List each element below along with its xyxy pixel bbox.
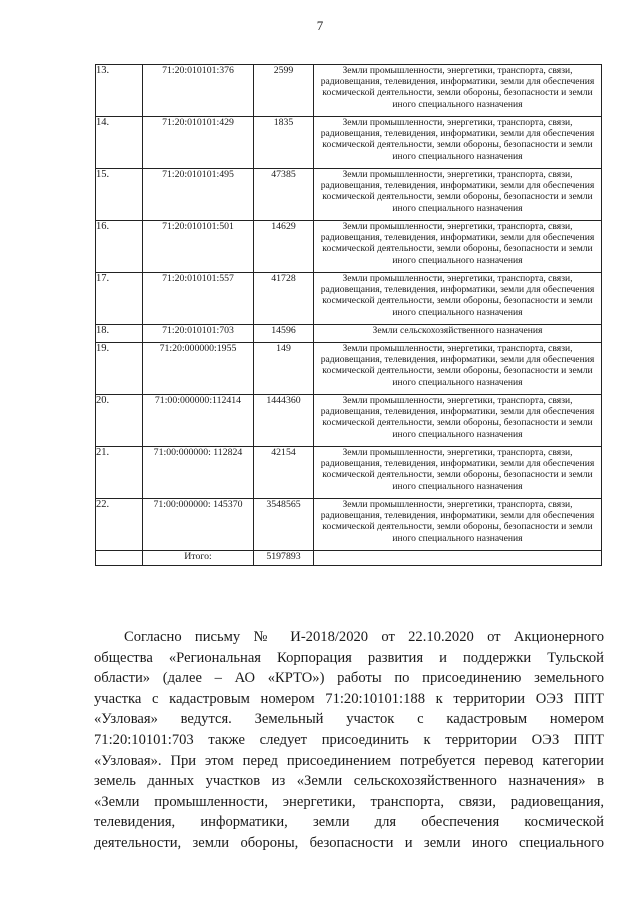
paragraph-line: «Узловая» ведутся. Земельный участок с кадастровым номером — [94, 711, 604, 728]
cadastral-number: 71:00:000000:112414 — [143, 395, 254, 447]
table-row — [96, 499, 602, 551]
table-row — [96, 273, 602, 325]
area-value: 14596 — [254, 325, 314, 343]
total-empty-cell — [96, 551, 143, 566]
paragraph-line: участка с кадастровым номером 71:20:10101:188 к территории ОЭЗ ППТ — [94, 690, 604, 707]
row-number: 13. — [96, 65, 143, 117]
cadastral-number: 71:20:010101:557 — [143, 273, 254, 325]
area-value: 42154 — [254, 447, 314, 499]
table-row — [96, 169, 602, 221]
row-number: 20. — [96, 395, 143, 447]
table-row — [96, 343, 602, 395]
cadastral-number: 71:20:010101:501 — [143, 221, 254, 273]
land-category: Земли сельскохозяйственного назначения — [314, 325, 602, 343]
cadastral-number: 71:20:010101:376 — [143, 65, 254, 117]
area-value: 2599 — [254, 65, 314, 117]
cadastral-number: 71:20:010101:429 — [143, 117, 254, 169]
total-area: 5197893 — [254, 551, 314, 566]
total-row — [96, 551, 602, 566]
row-number: 18. — [96, 325, 143, 343]
paragraph-line: деятельности, земли обороны, безопасности и земли иного специального — [94, 834, 604, 851]
land-category: Земли промышленности, энергетики, транспорта, связи, радиовещания, телевидения, информатики, земли для обеспечения космической деятельности, земли обороны, безопасности и земли иного специального назначения — [314, 117, 602, 169]
land-category: Земли промышленности, энергетики, транспорта, связи, радиовещания, телевидения, информатики, земли для обеспечения космической деятельности, земли обороны, безопасности и земли иного специального назначения — [314, 499, 602, 551]
land-category: Земли промышленности, энергетики, транспорта, связи, радиовещания, телевидения, информатики, земли для обеспечения космической деятельности, земли обороны, безопасности и земли иного специального назначения — [314, 447, 602, 499]
cadastral-number: 71:20:010101:703 — [143, 325, 254, 343]
area-value: 14629 — [254, 221, 314, 273]
paragraph-line: области» (далее – АО «КРТО») работы по присоединению земельного — [94, 670, 604, 687]
land-category: Земли промышленности, энергетики, транспорта, связи, радиовещания, телевидения, информатики, земли для обеспечения космической деятельности, земли обороны, безопасности и земли иного специального назначения — [314, 65, 602, 117]
area-value: 1444360 — [254, 395, 314, 447]
land-category: Земли промышленности, энергетики, транспорта, связи, радиовещания, телевидения, информатики, земли для обеспечения космической деятельности, земли обороны, безопасности и земли иного специального назначения — [314, 273, 602, 325]
row-number: 17. — [96, 273, 143, 325]
land-plots-table — [95, 64, 602, 566]
paragraph-line: 71:20:10101:703 также следует присоединить к территории ОЭЗ ППТ — [94, 731, 604, 748]
page-number: 7 — [316, 18, 324, 33]
total-label: Итого: — [143, 551, 254, 566]
table-row — [96, 65, 602, 117]
row-number: 15. — [96, 169, 143, 221]
cadastral-number: 71:20:000000:1955 — [143, 343, 254, 395]
table-row — [96, 117, 602, 169]
row-number: 22. — [96, 499, 143, 551]
table-row — [96, 395, 602, 447]
paragraph-line: общества «Региональная Корпорация развития и поддержки Тульской — [94, 649, 604, 666]
cadastral-number: 71:00:000000: 145370 — [143, 499, 254, 551]
cadastral-number: 71:20:010101:495 — [143, 169, 254, 221]
paragraph-line: телевидения, информатики, земли для обеспечения космической — [94, 814, 604, 831]
area-value: 149 — [254, 343, 314, 395]
table-row — [96, 325, 602, 343]
area-value: 1835 — [254, 117, 314, 169]
paragraph-line: земель данных участков из «Земли сельскохозяйственного назначения» в — [94, 773, 604, 790]
paragraph-line: «Узловая». При этом перед присоединением потребуется перевод категории — [94, 752, 604, 769]
paragraph-line: Согласно письму № И-2018/2020 от 22.10.2020 от Акционерного — [124, 629, 604, 645]
row-number: 14. — [96, 117, 143, 169]
total-empty-cell — [314, 551, 602, 566]
paragraph-line: «Земли промышленности, энергетики, транспорта, связи, радиовещания, — [94, 793, 604, 810]
cadastral-number: 71:00:000000: 112824 — [143, 447, 254, 499]
table-row — [96, 221, 602, 273]
area-value: 41728 — [254, 273, 314, 325]
land-category: Земли промышленности, энергетики, транспорта, связи, радиовещания, телевидения, информатики, земли для обеспечения космической деятельности, земли обороны, безопасности и земли иного специального назначения — [314, 169, 602, 221]
row-number: 19. — [96, 343, 143, 395]
land-category: Земли промышленности, энергетики, транспорта, связи, радиовещания, телевидения, информатики, земли для обеспечения космической деятельности, земли обороны, безопасности и земли иного специального назначения — [314, 395, 602, 447]
area-value: 47385 — [254, 169, 314, 221]
land-category: Земли промышленности, энергетики, транспорта, связи, радиовещания, телевидения, информатики, земли для обеспечения космической деятельности, земли обороны, безопасности и земли иного специального назначения — [314, 343, 602, 395]
land-category: Земли промышленности, энергетики, транспорта, связи, радиовещания, телевидения, информатики, земли для обеспечения космической деятельности, земли обороны, безопасности и земли иного специального назначения — [314, 221, 602, 273]
row-number: 16. — [96, 221, 143, 273]
row-number: 21. — [96, 447, 143, 499]
area-value: 3548565 — [254, 499, 314, 551]
table-row — [96, 447, 602, 499]
body-paragraph — [94, 627, 604, 854]
